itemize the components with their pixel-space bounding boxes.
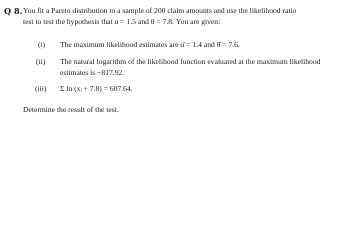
question-intro-line-1: You fit a Pareto distribution to a sample of 200 claim amounts and use the likelihood ratio — [23, 6, 297, 15]
item-text-ii-line-1: The natural logarithm of the likelihood function evaluated at the maximum likelihood — [60, 57, 321, 66]
question-page — [0, 0, 350, 116]
item-label-i: (i) — [38, 40, 46, 49]
item-label-iii: (iii) — [35, 84, 47, 93]
question-closing: Determine the result of the test. — [23, 105, 119, 114]
item-label-ii: (ii) — [36, 57, 46, 66]
item-text-ii-line-2: estimates is −817.92. — [60, 68, 125, 77]
question-intro-line-2: test to test the hypothesis that α = 1.5 and θ = 7.8. You are given: — [23, 17, 221, 26]
question-number: Q 8. — [4, 6, 23, 16]
item-text-i: The maximum likelihood estimates are α̂ = 1.4 and θ̂ = 7.6. — [60, 40, 240, 49]
item-text-iii: Σ ln (xᵢ + 7.8) = 607.64. — [60, 84, 133, 93]
